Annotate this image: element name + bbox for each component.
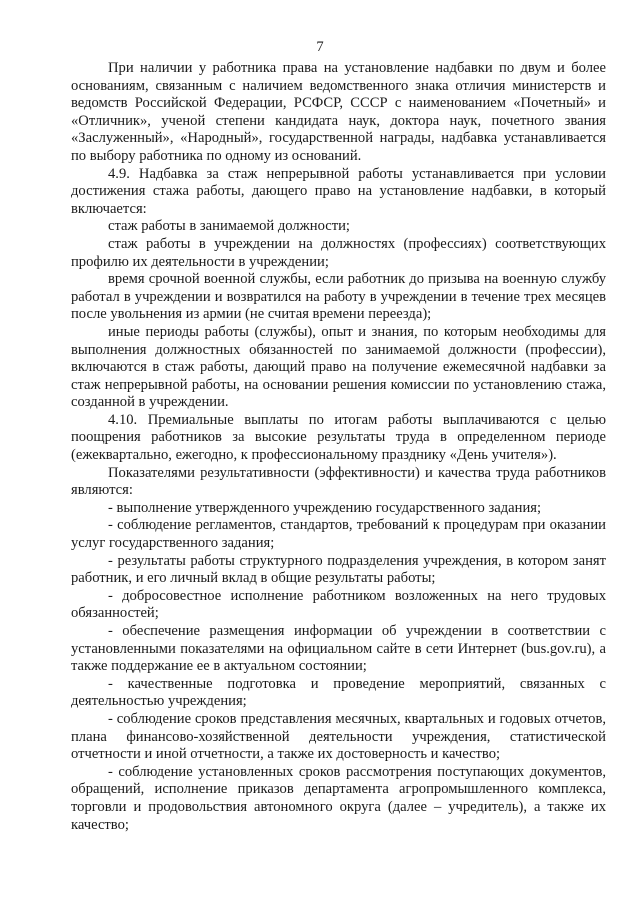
list-item-unit-results: - результаты работы структурного подразделения учреждения, в котором занят работник, и его личный вклад в общие результаты работы; bbox=[71, 552, 606, 587]
paragraph-multiple-grounds: При наличии у работника права на установление надбавки по двум и более основаниям, связанным с наличием ведомственного знака отличия министерств и ведомств Российской Федерации, РСФСР, СССР с наименованием «Почетный» и «Отличник», ученой степени кандидата наук, доктора наук, почетного звания «Заслуженный», «Народный», государственной награды, надбавка устанавливается по выбору работника по одному из оснований. bbox=[71, 60, 606, 164]
list-item-regulations: - соблюдение регламентов, стандартов, требований к процедурам при оказании услуг государственного задания; bbox=[71, 517, 606, 552]
list-item-reporting-deadlines: - соблюдение сроков представления месячных, квартальных и годовых отчетов, плана финансово-хозяйственной деятельности учреждения, статистической отчетности и иной отчетности, а также их достоверность и качество; bbox=[71, 710, 606, 763]
page-number: 7 bbox=[316, 39, 324, 55]
paragraph-4-9-seniority-bonus: 4.9. Надбавка за стаж непрерывной работы устанавливается при условии достижения стажа работы, дающего право на установление надбавки, в который включается: bbox=[71, 165, 606, 217]
paragraph-4-10-bonus-payments: 4.10. Премиальные выплаты по итогам работы выплачиваются с целью поощрения работников за высокие результаты труда в определенном периоде (ежеквартально, ежегодно, к профессиональному празднику «День учителя»). bbox=[71, 411, 606, 464]
paragraph-performance-indicators: Показателями результативности (эффективности) и качества труда работников являются: bbox=[71, 464, 606, 499]
list-item-website-info: - обеспечение размещения информации об учреждении в соответствии с установленными показателями на официальном сайте в сети Интернет (bus.gov.ru), а также поддержание ее в актуальном состоянии; bbox=[71, 623, 606, 675]
paragraph-other-periods: иные периоды работы (службы), опыт и знания, по которым необходимы для выполнения должностных обязанностей по занимаемой должности (профессии), включаются в стаж работы, дающий право на получение ежемесячной надбавки за стаж непрерывной работы, на основании решения комиссии по установлению стажа, созданной в учреждении. bbox=[71, 323, 606, 411]
paragraph-institution-experience: стаж работы в учреждении на должностях (профессиях) соответствующих профилю их деятельности в учреждении; bbox=[71, 235, 606, 270]
document-body bbox=[71, 60, 606, 834]
list-item-duties: - добросовестное исполнение работником возложенных на него трудовых обязанностей; bbox=[71, 587, 606, 622]
list-item-events: - качественные подготовка и проведение мероприятий, связанных с деятельностью учреждения; bbox=[71, 675, 606, 710]
list-item-document-deadlines: - соблюдение установленных сроков рассмотрения поступающих документов, обращений, исполнение приказов департамента агропромышленного комплекса, торговли и продовольствия автономного округа (далее – учредитель), а также их качество; bbox=[71, 763, 606, 833]
paragraph-military-service: время срочной военной службы, если работник до призыва на военную службу работал в учреждении и возвратился на работу в учреждении в течение трех месяцев после увольнения из армии (не считая времени переезда); bbox=[71, 271, 606, 323]
list-item-state-task: - выполнение утвержденного учреждению государственного задания; bbox=[108, 499, 542, 516]
paragraph-position-experience: стаж работы в занимаемой должности; bbox=[108, 218, 350, 235]
